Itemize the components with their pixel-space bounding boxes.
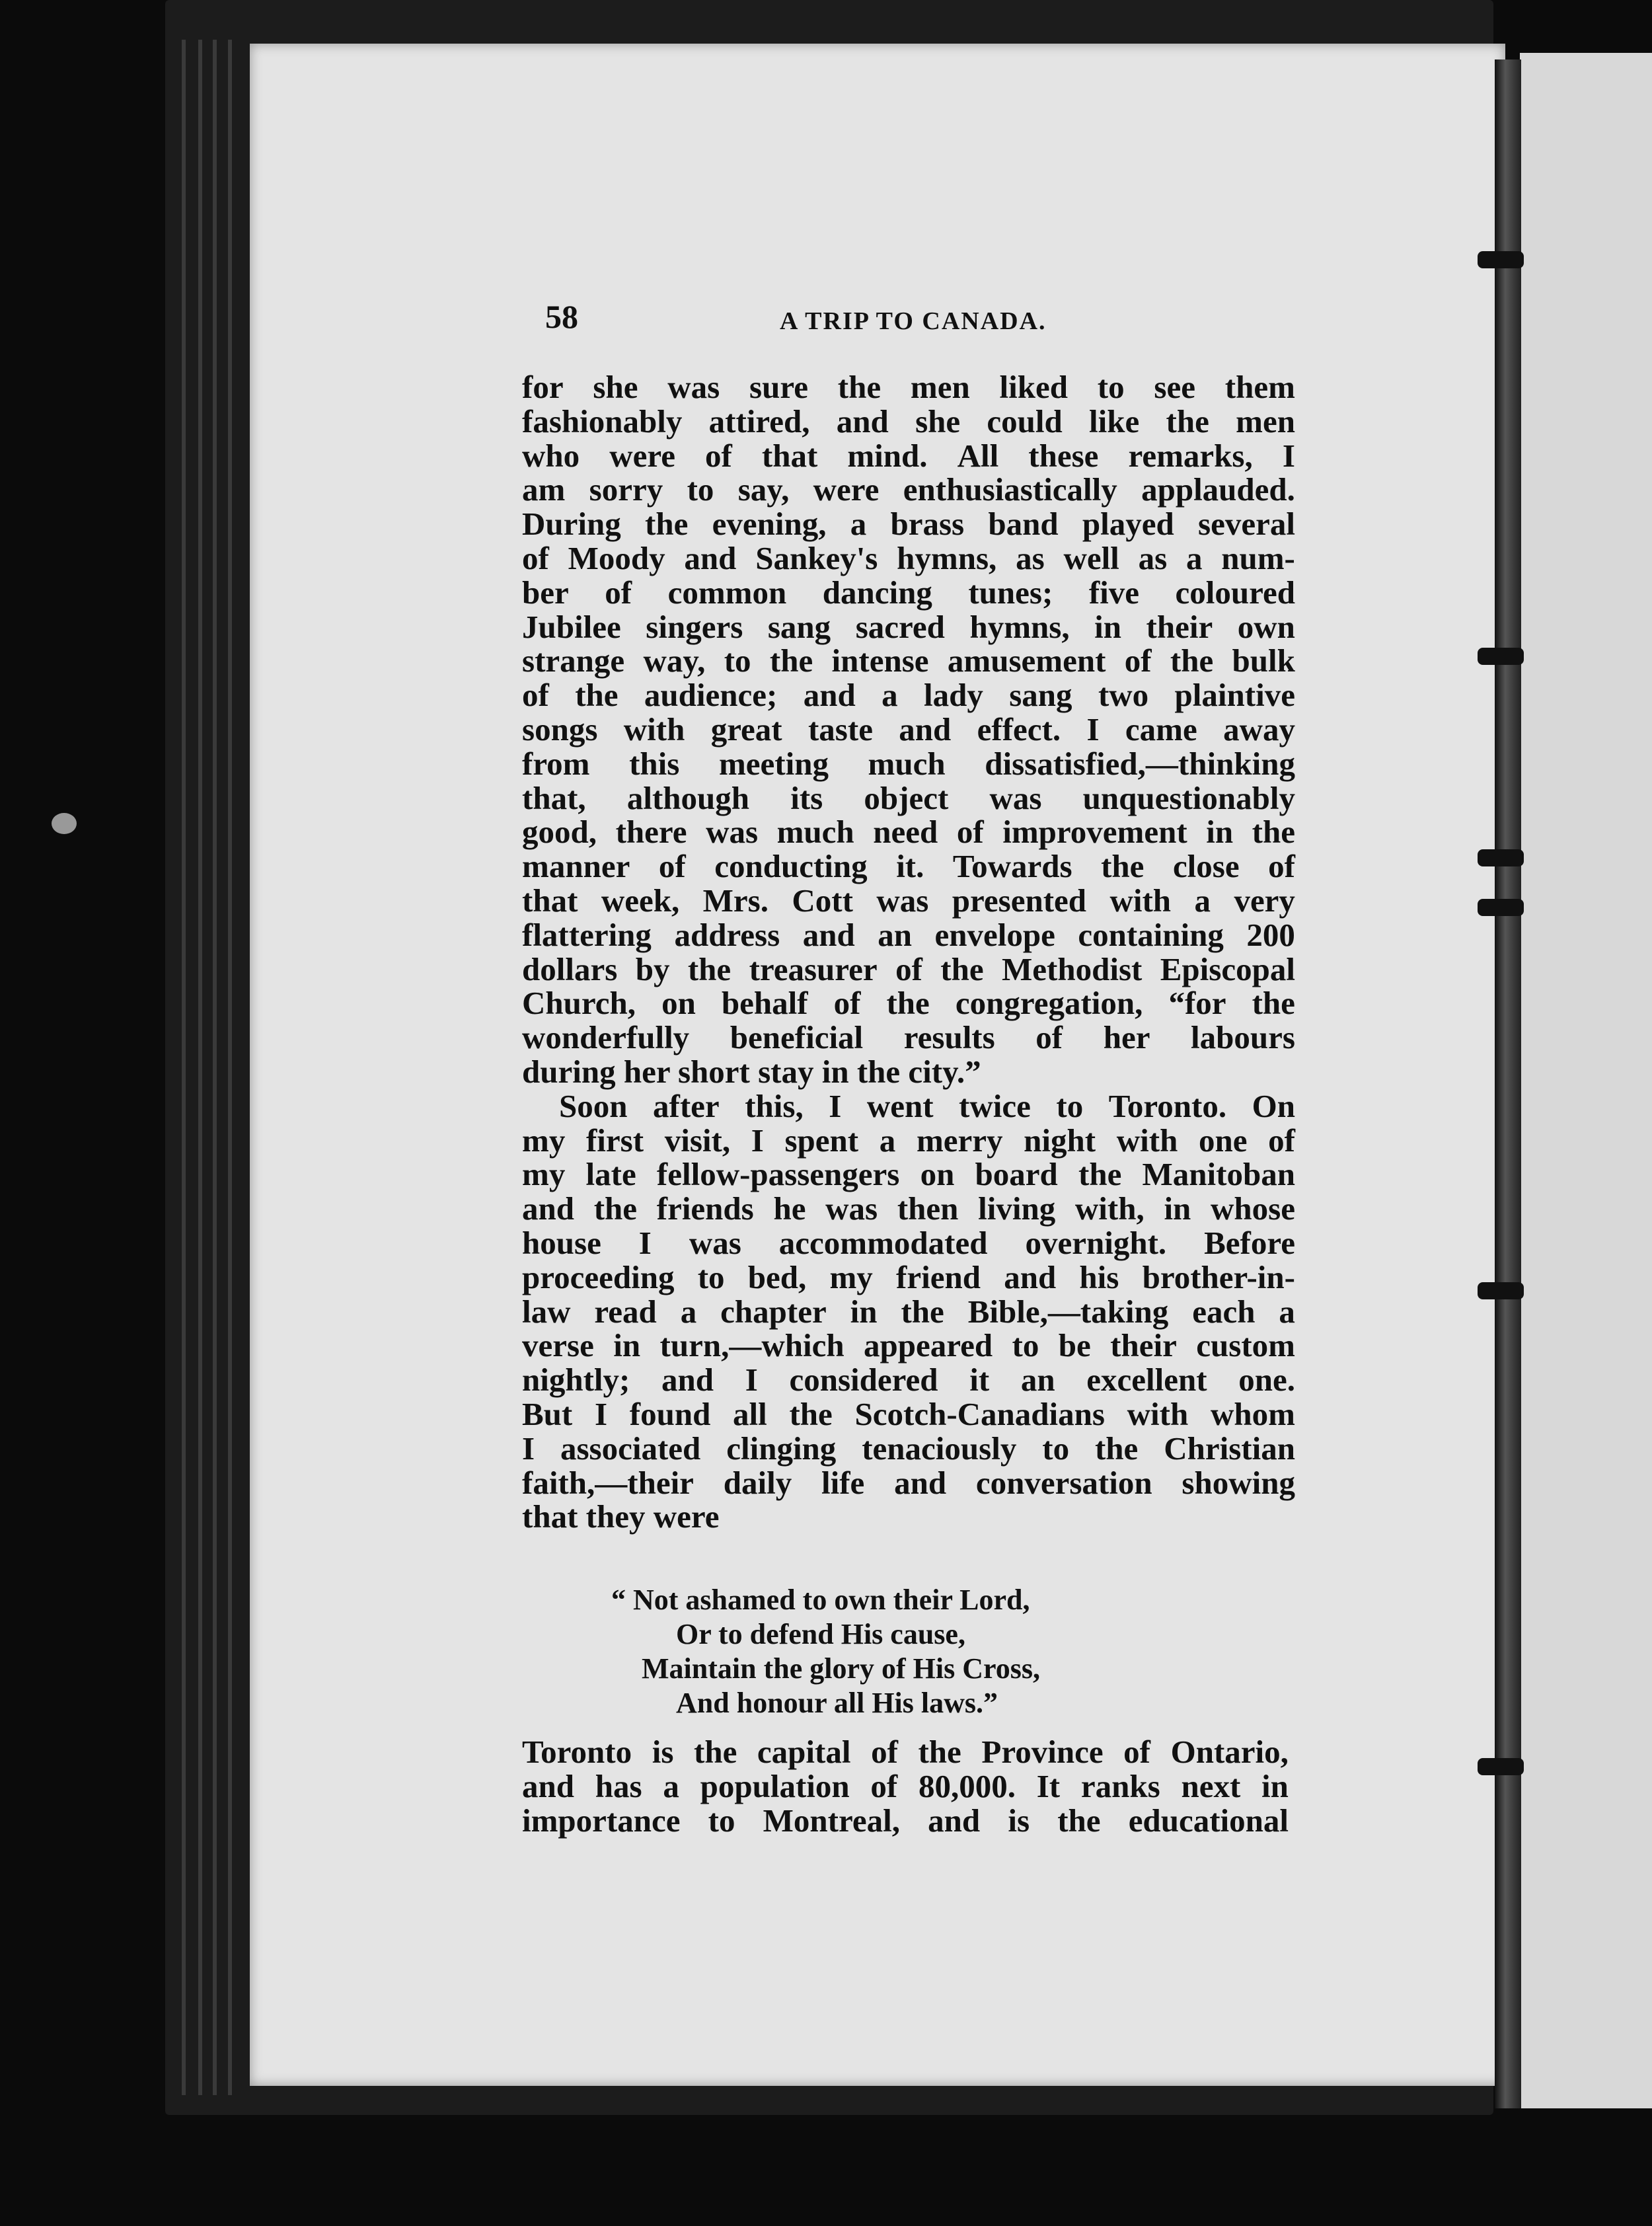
text-line: my first visit, I spent a merry night with one of <box>522 1122 1295 1159</box>
text-line: of the audience; and a lady sang two plaintive <box>522 677 1295 714</box>
binding-stitch <box>1478 1758 1524 1775</box>
binding-stitch <box>1478 648 1524 665</box>
text-line: manner of conducting it. Towards the close of <box>522 848 1295 885</box>
body-text-tail <box>522 1735 1289 1837</box>
text-line: ber of common dancing tunes; five coloured <box>522 574 1295 611</box>
text-line: law read a chapter in the Bible,—taking each a <box>522 1293 1295 1330</box>
text-line: fashionably attired, and she could like the men <box>522 403 1295 440</box>
text-line: and has a population of 80,000. It ranks next in <box>522 1767 1289 1804</box>
text-line: during her short stay in the city.” <box>522 1053 981 1090</box>
text-line: good, there was much need of improvement in the <box>522 814 1295 851</box>
text-line: dollars by the treasurer of the Methodist Episcopal <box>522 950 1295 987</box>
text-line: from this meeting much dissatisfied,—thinking <box>522 745 1295 782</box>
text-line: nightly; and I considered it an excellent one. <box>522 1362 1295 1399</box>
text-line: I associated clinging tenaciously to the Christian <box>522 1430 1295 1467</box>
text-line: house I was accommodated overnight. Before <box>522 1224 1295 1261</box>
running-head <box>0 297 1295 350</box>
body-text <box>522 370 1295 1534</box>
text-line: and the friends he was then living with, in whose <box>522 1190 1295 1227</box>
page-number: 58 <box>545 298 578 335</box>
text-line: songs with great taste and effect. I came away <box>522 710 1295 748</box>
binding-stitch <box>1478 849 1524 866</box>
text-line: wonderfully beneficial results of her labours <box>522 1019 1295 1056</box>
facing-page <box>1520 53 1652 2108</box>
text-line: During the evening, a brass band played several <box>522 506 1295 543</box>
verse-line: And honour all His laws.” <box>676 1687 998 1719</box>
text-line: of Moody and Sankey's hymns, as well as a num- <box>522 539 1295 576</box>
text-line: verse in turn,—which appeared to be their custom <box>522 1327 1295 1364</box>
scan-speck <box>52 813 77 834</box>
text-line: strange way, to the intense amusement of the bulk <box>522 642 1295 679</box>
text-line: Church, on behalf of the congregation, “for the <box>522 985 1295 1022</box>
text-line: am sorry to say, were enthusiastically applauded. <box>522 471 1295 508</box>
text-line: importance to Montreal, and is the educational <box>522 1802 1289 1839</box>
text-line: for she was sure the men liked to see them <box>522 369 1295 405</box>
text-line: that they were <box>522 1498 720 1535</box>
binding-stitch <box>1478 251 1524 268</box>
text-line: faith,—their daily life and conversation showing <box>522 1464 1295 1501</box>
text-line: Jubilee singers sang sacred hymns, in their own <box>522 608 1295 645</box>
verse-line: Maintain the glory of His Cross, <box>642 1652 1040 1685</box>
verse-line: “ Not ashamed to own their Lord, <box>611 1584 1030 1616</box>
text-line: my late fellow-passengers on board the Manitoban <box>522 1156 1295 1193</box>
running-title: A TRIP TO CANADA. <box>780 307 1047 335</box>
text-line: who were of that mind. All these remarks, I <box>522 437 1295 474</box>
verse-line: Or to defend His cause, <box>676 1618 965 1650</box>
text-line: Soon after this, I went twice to Toronto. On <box>559 1087 1295 1124</box>
verse-quotation <box>611 1583 1140 1720</box>
text-line: proceeding to bed, my friend and his brother-in- <box>522 1258 1295 1295</box>
binding-stitch <box>1478 1282 1524 1299</box>
binding-stitch <box>1478 899 1524 916</box>
text-line: that week, Mrs. Cott was presented with a very <box>522 882 1295 919</box>
text-line: that, although its object was unquestionably <box>522 779 1295 816</box>
text-line: flattering address and an envelope containing 200 <box>522 916 1295 953</box>
book-gutter <box>1495 59 1521 2108</box>
text-line: But I found all the Scotch-Canadians with whom <box>522 1395 1295 1432</box>
text-line: Toronto is the capital of the Province of Ontario, <box>522 1734 1289 1770</box>
